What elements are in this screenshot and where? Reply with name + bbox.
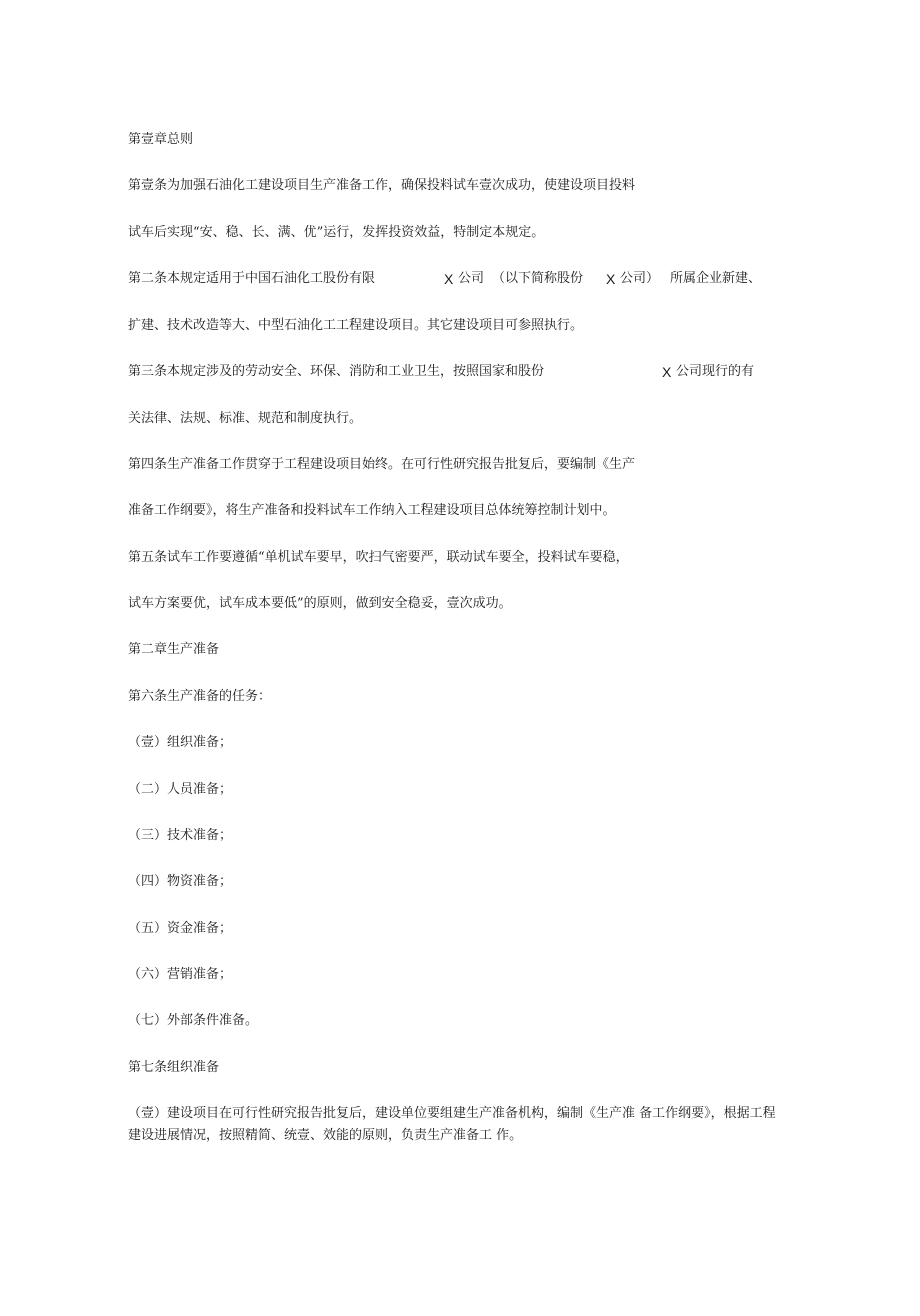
article-2-line-2: 扩建、技术改造等大、中型石油化工工程建设项目。其它建设项目可参照执行。 [128, 318, 584, 333]
article-1-line-1: 第壹条为加强石油化工建设项目生产准备工作，确保投料试车壹次成功，使建设项目投料 [128, 178, 636, 193]
article-5-line-2: 试车方案要优，试车成本要低”的原则，做到安全稳妥，壹次成功。 [128, 596, 512, 611]
list-item: （六）营销准备； [128, 967, 233, 982]
article-3-line-1 [128, 364, 788, 380]
article-3-x: X [662, 364, 672, 380]
article-3-line-2: 关法律、法规、标准、规范和制度执行。 [128, 411, 363, 426]
article-2-x-1: X [444, 271, 454, 287]
article-2-text-d: （以下简称股份 [492, 271, 584, 286]
article-2-text-a: 第二条本规定适用于中国石油化工股份有限 [128, 271, 376, 286]
article-2-text-h: 所属企业新建、 [670, 271, 762, 286]
article-7-paragraph: （壹）建设项目在可行性研究报告批复后，建设单位要组建生产准备机构，编制《生产准 备工作纲要》，根据工程建设进展情况，按照精简、统壹、效能的原则，负责生产准备工 作。 [128, 1106, 776, 1143]
list-item: （四）物资准备； [128, 874, 233, 889]
article-2-text-f: 公司 [620, 271, 647, 286]
article-2-line-1 [128, 271, 788, 287]
article-3-text-a: 第三条本规定涉及的劳动安全、环保、消防和工业卫生，按照国家和股份 [128, 364, 545, 379]
article-1-line-2: 试车后实现“安、稳、长、满、优”运行，发挥投资效益，特制定本规定。 [128, 225, 545, 240]
list-item: （壹）组织准备； [128, 735, 233, 750]
list-item: （二）人员准备； [128, 782, 233, 797]
chapter-2-title: 第二章生产准备 [128, 642, 220, 657]
article-3-text-c: 公司现行的有 [676, 364, 755, 379]
article-2-x-2: X [606, 271, 616, 287]
article-4-line-1: 第四条生产准备工作贯穿于工程建设项目始终。在可行性研究报告批复后，要编制《生产 [128, 457, 636, 472]
article-2-text-c: 公司 [458, 271, 485, 286]
article-6-title: 第六条生产准备的任务： [128, 689, 272, 704]
article-2-text-g: ） [646, 271, 660, 286]
list-item: （七）外部条件准备。 [128, 1013, 259, 1028]
article-7-title: 第七条组织准备 [128, 1060, 220, 1075]
article-5-line-1: 第五条试车工作要遵循“单机试车要早，吹扫气密要严，联动试车要全，投料试车要稳， [128, 550, 629, 565]
list-item: （三）技术准备； [128, 828, 233, 843]
article-4-line-2: 准备工作纲要》，将生产准备和投料试车工作纳入工程建设项目总体统筹控制计划中。 [128, 503, 616, 518]
list-item: （五）资金准备； [128, 921, 233, 936]
chapter-1-title: 第壹章总则 [128, 132, 194, 147]
